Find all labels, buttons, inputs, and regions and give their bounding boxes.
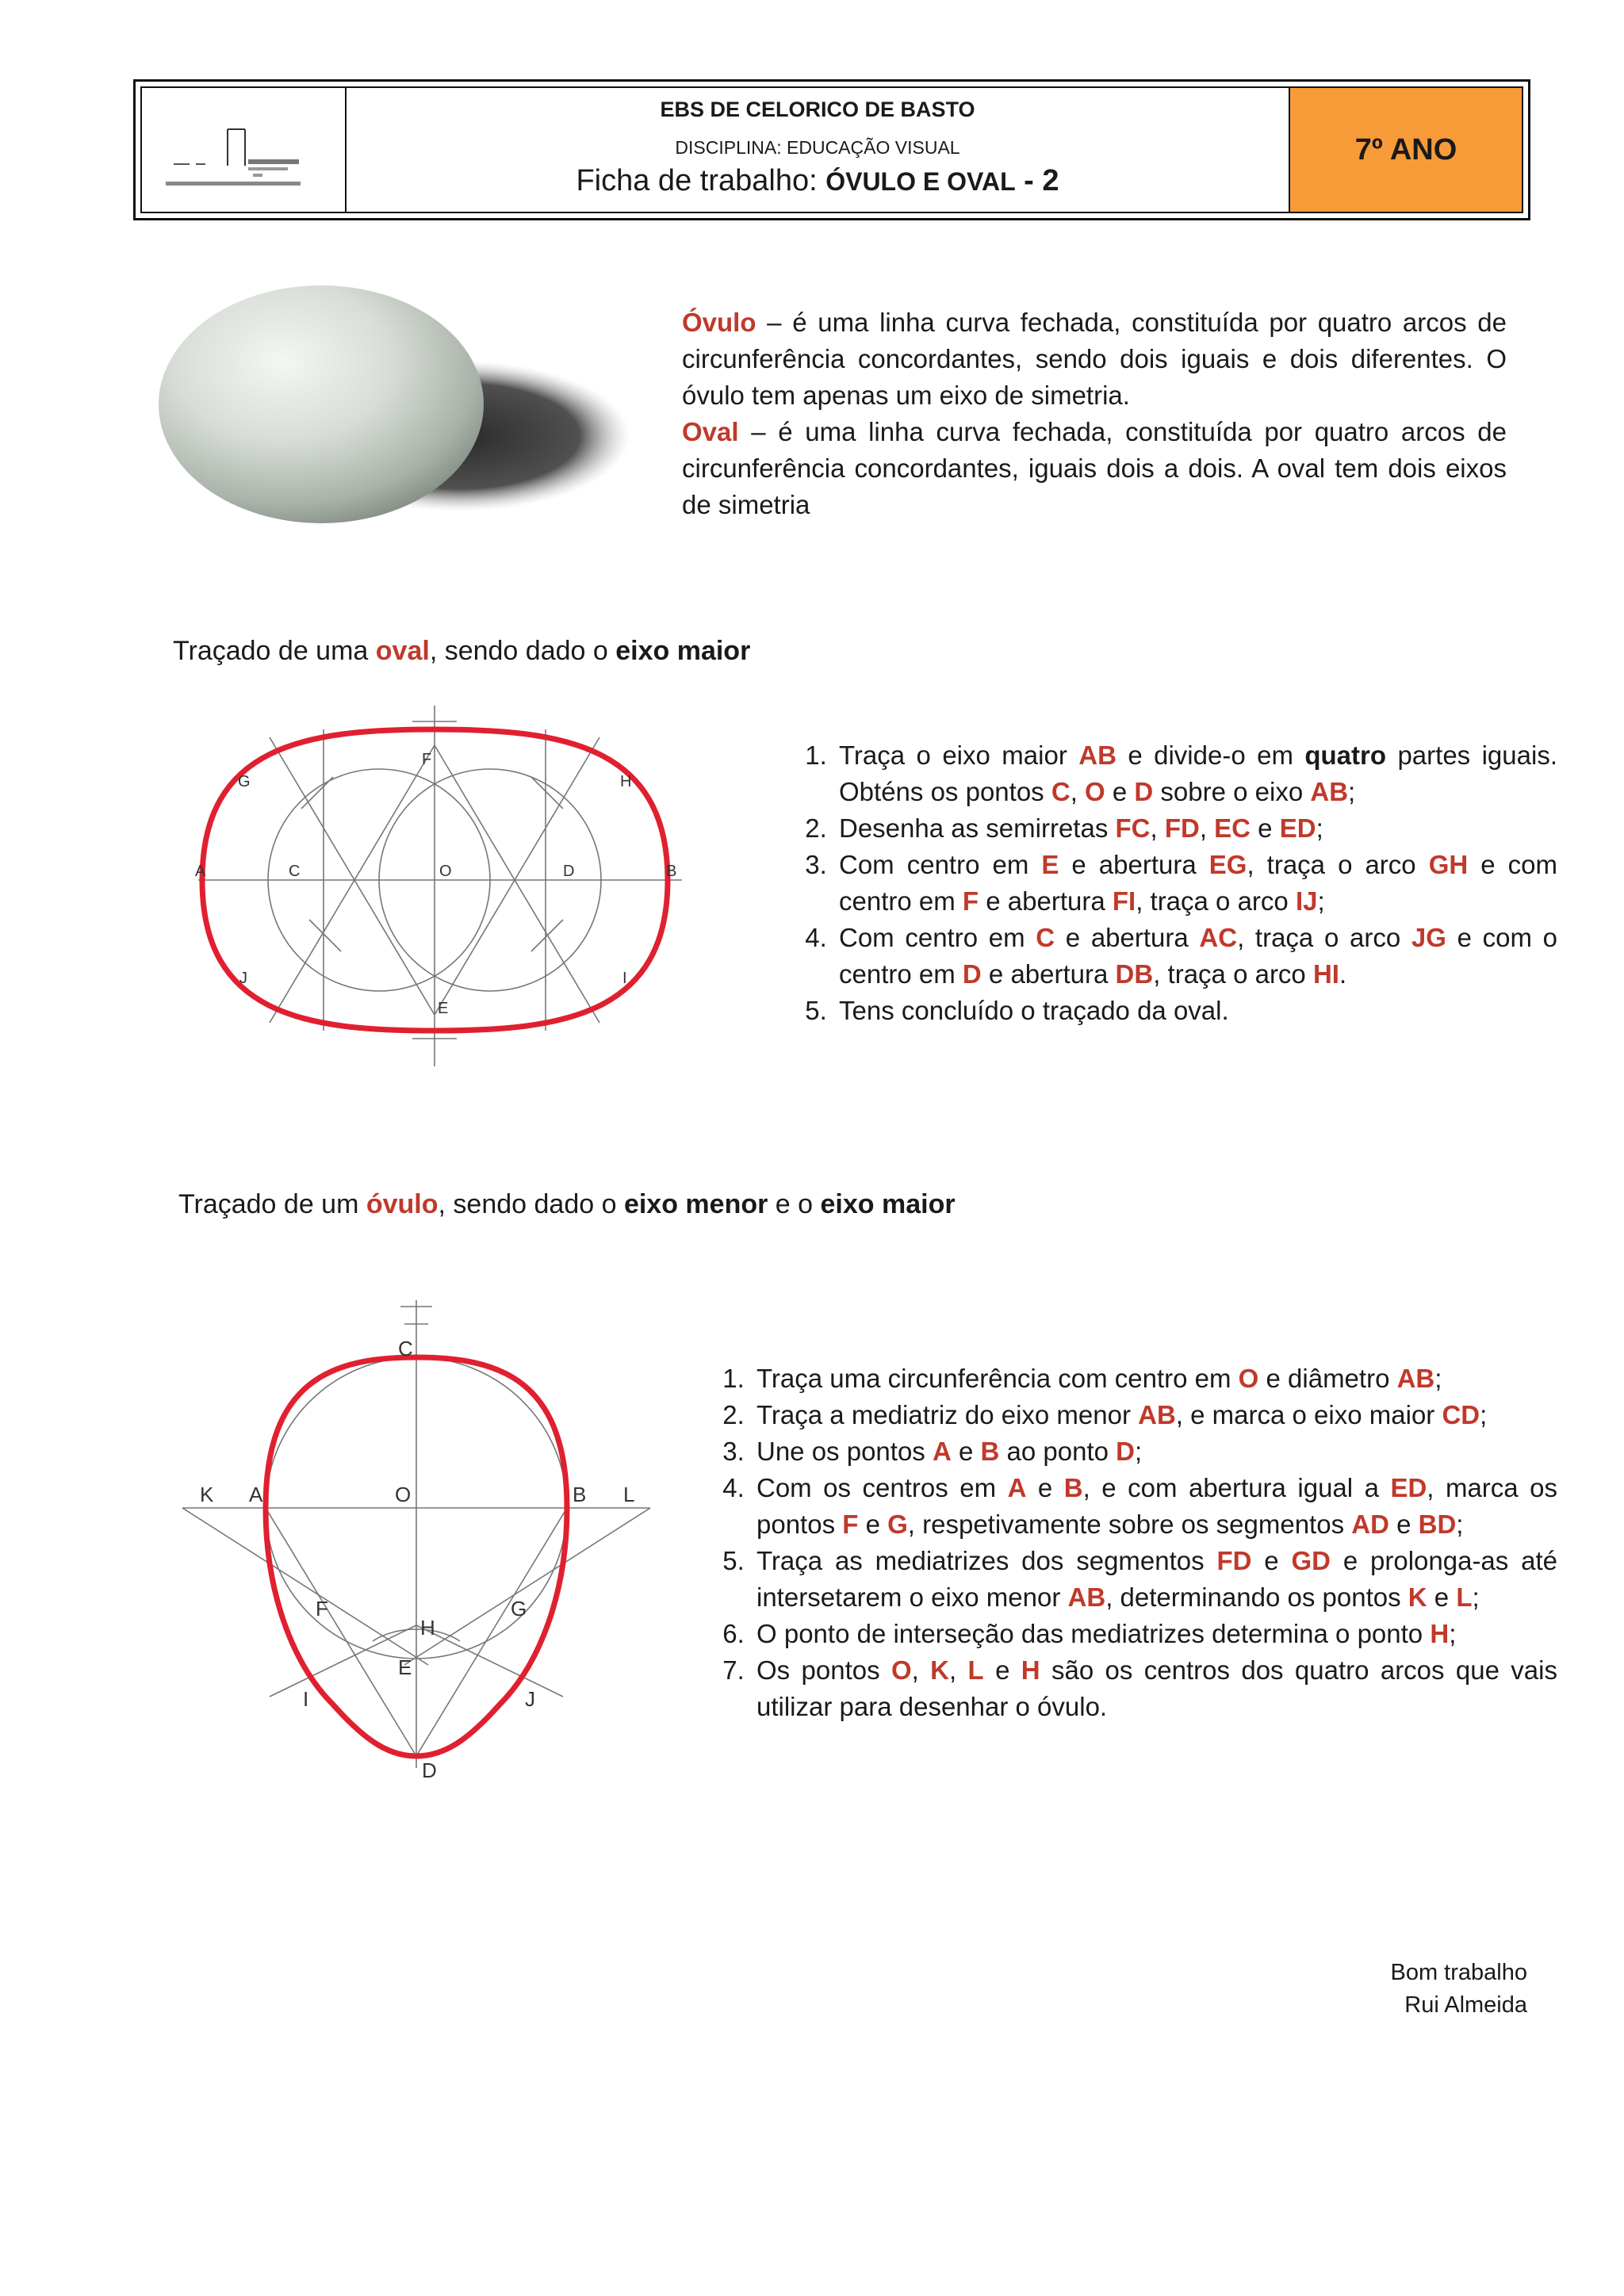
step-text: DB	[1115, 959, 1154, 989]
step-text: Une os pontos	[756, 1437, 933, 1466]
step-text: , e com abertura igual a	[1082, 1473, 1391, 1502]
worksheet-number: 2	[1042, 164, 1059, 197]
step-text: ;	[1434, 1364, 1442, 1393]
ovulo-heading-and: e o	[768, 1189, 821, 1219]
step-text: B	[1063, 1473, 1083, 1502]
ovulo-label-J: J	[525, 1687, 535, 1711]
step-text: e abertura	[979, 886, 1113, 916]
step-text: e	[1026, 1473, 1064, 1502]
step-text: são os centros dos quatro arcos que vais utilizar para desenhar o óvulo.	[756, 1655, 1557, 1721]
step-text: e	[1427, 1582, 1457, 1612]
step-text: , traça o arco	[1136, 886, 1296, 916]
step-text: e abertura	[1055, 923, 1200, 952]
step-text: e com o centro em	[839, 923, 1557, 989]
step-text: Com centro em	[839, 923, 1036, 952]
step-text: K	[930, 1655, 950, 1685]
step-text: FD	[1216, 1546, 1252, 1575]
step-text: sobre o eixo	[1153, 777, 1311, 806]
ovulo-text: – é uma linha curva fechada, constituída por quatro arcos de circunferência concordantes, sendo dois iguais e dois diferentes. O óvulo tem apenas um eixo de simetria.	[682, 308, 1507, 410]
step-text: O	[1085, 777, 1105, 806]
step-text: ,	[949, 1655, 968, 1685]
step-text: ;	[1135, 1437, 1143, 1466]
school-logo-icon	[142, 88, 347, 212]
ovulo-steps-list	[701, 1360, 1557, 1725]
step-text: H	[1430, 1619, 1450, 1648]
step-item	[752, 1543, 1557, 1616]
step-text: ,	[1150, 813, 1165, 843]
worksheet-topic: ÓVULO E OVAL	[825, 167, 1016, 196]
step-text: ;	[1456, 1510, 1464, 1539]
oval-heading-pre: Traçado de uma	[173, 636, 376, 666]
ovulo-label-I: I	[303, 1687, 309, 1711]
step-text: ,	[1070, 777, 1086, 806]
egg-photo	[151, 274, 642, 543]
oval-label-G: G	[238, 773, 251, 790]
step-text: ;	[1472, 1582, 1480, 1612]
step-item	[834, 847, 1557, 920]
step-text: e	[983, 1655, 1021, 1685]
step-text: e	[1388, 1510, 1419, 1539]
ovulo-label-O: O	[395, 1483, 412, 1506]
step-text: Os pontos	[756, 1655, 891, 1685]
step-text: e abertura	[981, 959, 1116, 989]
step-item	[752, 1360, 1557, 1397]
step-text: AB	[1396, 1364, 1435, 1393]
oval-label-F: F	[422, 751, 432, 768]
step-text: EG	[1208, 850, 1247, 879]
ovulo-label-K: K	[200, 1483, 214, 1506]
step-text: D	[1116, 1437, 1136, 1466]
step-text: Tens concluído o traçado da oval.	[839, 996, 1229, 1025]
header-center	[347, 88, 1289, 212]
step-text: AB	[1310, 777, 1349, 806]
oval-label-D: D	[563, 863, 575, 880]
step-text: F	[962, 886, 979, 916]
step-text: FI	[1112, 886, 1136, 916]
step-text: ,	[1199, 813, 1215, 843]
step-text: ;	[1449, 1619, 1457, 1648]
oval-label-C: C	[289, 863, 301, 880]
step-text: BD	[1418, 1510, 1457, 1539]
discipline-label: DISCIPLINA: EDUCAÇÃO VISUAL	[675, 137, 960, 158]
step-text: O ponto de interseção das mediatrizes determina o ponto	[756, 1619, 1431, 1648]
step-text: AC	[1199, 923, 1238, 952]
ovulo-heading-pre: Traçado de um	[178, 1189, 366, 1219]
oval-term: Oval	[682, 417, 739, 446]
step-text: IJ	[1295, 886, 1318, 916]
step-text: G	[887, 1510, 908, 1539]
ovulo-heading-mid: , sendo dado o	[438, 1189, 624, 1219]
ovulo-diagram	[167, 1292, 674, 1800]
oval-label-A: A	[195, 863, 206, 880]
ovulo-label-E: E	[398, 1655, 412, 1679]
step-text: e	[1105, 777, 1135, 806]
step-item	[752, 1397, 1557, 1433]
step-text: , respetivamente sobre os segmentos	[907, 1510, 1352, 1539]
ovulo-label-G: G	[511, 1597, 527, 1621]
step-text: quatro	[1304, 740, 1387, 770]
step-text: , e marca o eixo maior	[1175, 1400, 1442, 1429]
ovulo-label-B: B	[573, 1483, 587, 1506]
step-text: B	[980, 1437, 1000, 1466]
step-text: e abertura	[1059, 850, 1209, 879]
step-text: , traça o arco	[1237, 923, 1411, 952]
step-text: Traça o eixo maior	[839, 740, 1079, 770]
step-text: Desenha as semirretas	[839, 813, 1116, 843]
ovulo-label-C: C	[398, 1337, 413, 1360]
oval-label-J: J	[239, 970, 247, 987]
ovulo-label-H: H	[420, 1616, 435, 1640]
step-text: Traça a mediatriz do eixo menor	[756, 1400, 1139, 1429]
oval-label-I: I	[622, 970, 627, 987]
intro-text	[682, 304, 1507, 523]
ovulo-heading-bold2: eixo maior	[820, 1189, 956, 1219]
step-text: e	[951, 1437, 981, 1466]
step-text: , marca os pontos	[756, 1473, 1557, 1539]
step-text: ;	[1316, 813, 1323, 843]
step-item	[834, 993, 1557, 1029]
step-text: e	[1251, 813, 1280, 843]
oval-heading-mid: , sendo dado o	[429, 636, 616, 666]
oval-text: – é uma linha curva fechada, constituída por quatro arcos de circunferência concordantes, iguais dois a dois. A oval tem dois eixos de simetria	[682, 417, 1507, 519]
step-text: ;	[1317, 886, 1325, 916]
step-item	[834, 920, 1557, 993]
ovulo-definition	[682, 304, 1507, 414]
step-text: O	[891, 1655, 912, 1685]
step-text: C	[1036, 923, 1055, 952]
step-text: A	[1007, 1473, 1027, 1502]
step-text: L	[1456, 1582, 1473, 1612]
signature-greeting: Bom trabalho	[1390, 1960, 1527, 1985]
step-text: A	[932, 1437, 952, 1466]
ovulo-heading-word: óvulo	[366, 1189, 439, 1219]
step-text: D	[962, 959, 982, 989]
step-text: e com centro em	[839, 850, 1557, 916]
step-text: e diâmetro	[1258, 1364, 1397, 1393]
step-text: AB	[1067, 1582, 1106, 1612]
step-text: partes iguais. Obténs os pontos	[839, 740, 1557, 806]
step-text: .	[1339, 959, 1347, 989]
ovulo-label-A: A	[249, 1483, 263, 1506]
oval-steps-list	[783, 737, 1557, 1029]
worksheet-title	[347, 164, 1289, 198]
step-text: ;	[1480, 1400, 1488, 1429]
step-text: Com centro em	[839, 850, 1042, 879]
oval-heading-word: oval	[375, 636, 430, 666]
step-text: Com os centros em	[756, 1473, 1008, 1502]
step-text: AB	[1078, 740, 1116, 770]
step-item	[752, 1433, 1557, 1470]
step-item	[752, 1470, 1557, 1543]
oval-label-E: E	[438, 1000, 449, 1017]
oval-heading-bold: eixo maior	[615, 636, 751, 666]
worksheet-separator: -	[1015, 164, 1043, 197]
step-text: L	[967, 1655, 984, 1685]
ovulo-label-F: F	[316, 1597, 328, 1621]
oval-section-heading	[173, 636, 750, 667]
step-text: O	[1238, 1364, 1259, 1393]
step-text: C	[1051, 777, 1071, 806]
step-text: GD	[1291, 1546, 1331, 1575]
step-item	[834, 810, 1557, 847]
ovulo-term: Óvulo	[682, 308, 756, 337]
step-text: AD	[1351, 1510, 1389, 1539]
header-box	[133, 79, 1530, 220]
signature-author: Rui Almeida	[1404, 1992, 1527, 2018]
school-name: EBS DE CELORICO DE BASTO	[660, 98, 975, 121]
ovulo-heading-bold1: eixo menor	[623, 1189, 768, 1219]
step-text: ;	[1348, 777, 1356, 806]
step-text: ,	[911, 1655, 931, 1685]
step-text: AB	[1138, 1400, 1176, 1429]
step-text: GH	[1428, 850, 1469, 879]
oval-definition	[682, 414, 1507, 523]
signature	[1391, 1957, 1528, 2022]
step-item	[752, 1652, 1557, 1725]
step-text: HI	[1312, 959, 1339, 989]
step-text: ao ponto	[999, 1437, 1116, 1466]
step-text: H	[1021, 1655, 1040, 1685]
step-text: D	[1134, 777, 1154, 806]
oval-label-B: B	[666, 863, 677, 880]
step-text: E	[1041, 850, 1059, 879]
step-text: JG	[1411, 923, 1446, 952]
step-text: e	[858, 1510, 888, 1539]
step-text: e prolonga-as até intersetarem o eixo menor	[756, 1546, 1557, 1612]
step-text: CD	[1442, 1400, 1480, 1429]
ovulo-label-D: D	[422, 1758, 437, 1782]
step-text: FD	[1164, 813, 1200, 843]
oval-label-O: O	[439, 863, 452, 880]
step-text: , traça o arco	[1247, 850, 1429, 879]
grade-badge: 7º ANO	[1289, 88, 1522, 212]
ovulo-section-heading	[178, 1189, 956, 1220]
step-item	[752, 1616, 1557, 1652]
step-text: , traça o arco	[1153, 959, 1313, 989]
step-text: e	[1251, 1546, 1292, 1575]
step-text: Traça uma circunferência com centro em	[756, 1364, 1239, 1393]
step-text: e divide-o em	[1116, 740, 1305, 770]
step-text: Traça as mediatrizes dos segmentos	[756, 1546, 1217, 1575]
oval-diagram	[182, 698, 698, 1070]
step-item	[834, 737, 1557, 810]
step-text: EC	[1214, 813, 1251, 843]
step-text: K	[1408, 1582, 1427, 1612]
ovulo-label-L: L	[623, 1483, 635, 1506]
step-text: FC	[1115, 813, 1151, 843]
worksheet-label: Ficha de trabalho:	[576, 164, 826, 197]
step-text: F	[842, 1510, 859, 1539]
step-text: , determinando os pontos	[1105, 1582, 1408, 1612]
step-text: ED	[1390, 1473, 1427, 1502]
oval-label-H: H	[620, 773, 632, 790]
step-text: ED	[1279, 813, 1316, 843]
